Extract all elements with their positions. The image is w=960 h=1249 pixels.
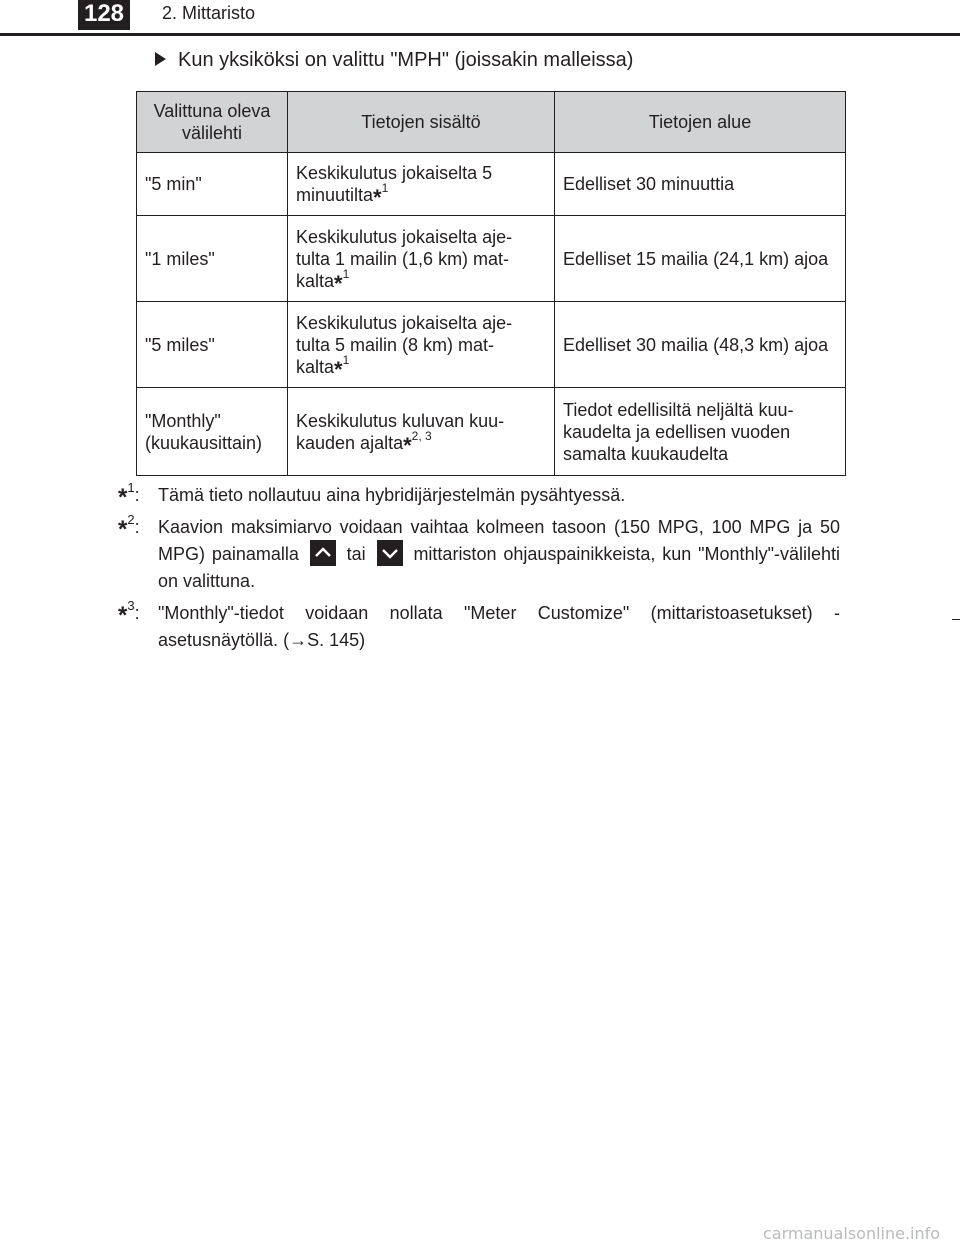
range-cell: Edelliset 30 minuuttia: [555, 153, 846, 216]
watermark: carmanualsonline.info: [763, 1224, 941, 1243]
data-table: [136, 91, 846, 476]
content-cell: Keskikulutus jokaiselta aje-tulta 1 mailin (1,6 km) mat-kalta*$^1$: [288, 216, 555, 302]
footnote: [118, 482, 840, 509]
chevron-down-icon: [377, 540, 403, 566]
footnote-ref: 1: [342, 266, 350, 281]
table-header-row: [137, 92, 846, 153]
tab-text: "Monthly": [145, 410, 221, 431]
table-row: [137, 302, 846, 388]
header-cell: Tietojen sisältö: [288, 92, 555, 153]
margin-tick: [952, 619, 960, 620]
chevron-up-icon: [310, 540, 336, 566]
header-cell: Valittuna oleva välilehti: [137, 92, 288, 153]
tab-cell: "5 miles": [137, 302, 288, 388]
footnote-ref: 2, 3: [411, 428, 432, 443]
footnote-ref: 1: [342, 352, 350, 367]
chapter-title: 2. Mittaristo: [162, 3, 256, 23]
tab-text: (kuukausittain): [145, 432, 263, 453]
range-cell: Tiedot edellisiltä neljältä kuu-kaudelta ja edellisen vuoden samalta kuukaudelta: [555, 388, 846, 476]
header-cell: Tietojen alue: [555, 92, 846, 153]
content-text: Keskikulutus jokaiselta 5 minuutilta: [296, 163, 493, 205]
content-cell: Keskikulutus kuluvan kuu-kauden ajalta*$^{2, 3}$: [288, 388, 555, 476]
tab-cell: "5 min": [137, 153, 288, 216]
content-cell: Keskikulutus jokaiselta aje-tulta 5 mailin (8 km) mat-kalta*$^1$: [288, 302, 555, 388]
subheading-text: Kun yksiköksi on valittu "MPH" (joissakin malleissa): [178, 49, 634, 71]
footnote: [118, 514, 840, 595]
table-row: [137, 388, 846, 476]
table-row: [137, 153, 846, 216]
header-rule: [0, 33, 960, 36]
page-header: [0, 0, 960, 38]
tab-cell: [137, 388, 288, 476]
content-text: Keskikulutus jokaiselta aje-tulta 5 mailin (8 km) mat-kalta: [296, 312, 513, 377]
range-cell: Edelliset 30 mailia (48,3 km) ajoa: [555, 302, 846, 388]
footnote-marker: *$^3$:: [118, 598, 140, 630]
content-text: Keskikulutus jokaiselta aje-tulta 1 mailin (1,6 km) mat-kalta: [296, 226, 513, 291]
table-row: [137, 216, 846, 302]
footnote-text: Kaavion maksimiarvo voidaan vaihtaa kolmeen tasoon (150 MPG, 100 MPG ja 50 MPG) painamalla tai mittariston ohjauspainikkeista, kun "Monthly"-välilehti on valittuna.: [158, 517, 840, 592]
footnote-marker: *$^1$:: [118, 480, 140, 511]
content-cell: Keskikulutus jokaiselta 5 minuutilta*$^1$: [288, 153, 555, 216]
footnotes: [118, 482, 840, 659]
footnote-marker: *$^2$:: [118, 512, 140, 543]
section-subheading: [155, 49, 633, 72]
footnote: [118, 600, 840, 654]
footnote-ref: 1: [381, 181, 389, 195]
footnote-text: "Monthly"-tiedot voidaan nollata "Meter Customize" (mittaristoasetukset) -asetusnäytöllä. (→S. 145): [158, 603, 840, 651]
footnote-text: Tämä tieto nollautuu aina hybridijärjestelmän pysähtyessä.: [158, 485, 626, 505]
tab-cell: "1 miles": [137, 216, 288, 302]
content-text: Keskikulutus kuluvan kuu-kauden ajalta: [296, 410, 505, 453]
triangle-bullet-icon: [155, 52, 166, 66]
range-cell: Edelliset 15 mailia (24,1 km) ajoa: [555, 216, 846, 302]
page-number: 128: [78, 0, 130, 30]
